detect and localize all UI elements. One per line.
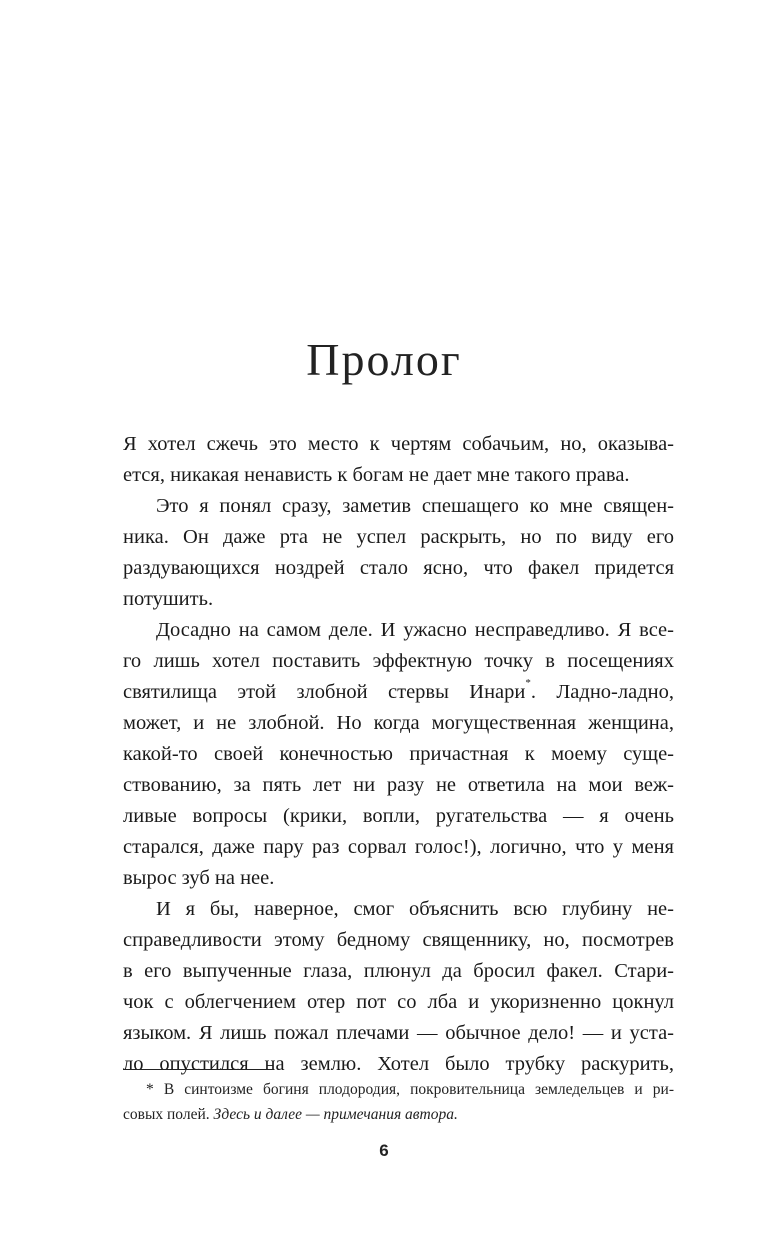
footnote (123, 1077, 674, 1127)
text-line: И я бы, наверное, смог объяснить всю глубину не- (156, 898, 674, 920)
footnote-marker[interactable]: * (525, 677, 531, 689)
text-line: ло опустился на землю. Хотел было трубку раскурить, (123, 1053, 674, 1075)
text-line: раздувающихся ноздрей стало ясно, что факел придется (123, 557, 674, 579)
page-number: 6 (379, 1141, 389, 1160)
text-line: ется, никакая ненависть к богам не дает мне такого права. (123, 464, 630, 486)
text-line: потушить. (123, 588, 214, 610)
footnote-text: совых полей. (123, 1106, 214, 1123)
text-line: языком. Я лишь пожал плечами — обычное дело! — и уста- (123, 1022, 674, 1044)
chapter-title: Пролог (306, 334, 462, 385)
text-line-with-footnote (123, 677, 674, 708)
text-line: какой-то своей конечностью причастная к моему суще- (123, 743, 674, 765)
text-line: вырос зуб на нее. (123, 867, 275, 889)
footnote-author-note: Здесь и далее — примечания автора. (213, 1106, 458, 1123)
text-fragment: святилища этой злобной стервы Инари (123, 681, 526, 703)
text-line: ника. Он даже рта не успел раскрыть, но по виду его (123, 526, 674, 548)
text-fragment: . Ладно-ладно, (530, 681, 674, 703)
footnote-line: * В синтоизме богиня плодородия, покровительница земледельцев и ри- (146, 1081, 674, 1098)
text-line: старался, даже пару раз сорвал голос!), логично, что у меня (123, 836, 674, 858)
footnote-line (123, 1102, 674, 1127)
text-line: Я хотел сжечь это место к чертям собачьим, но, оказыва- (123, 433, 674, 455)
text-line: Это я понял сразу, заметив спешащего ко мне священ- (156, 495, 674, 517)
footnote-divider (123, 1069, 274, 1070)
text-line: го лишь хотел поставить эффектную точку в посещениях (123, 650, 674, 672)
body-text (123, 429, 674, 1080)
text-line: справедливости этому бедному священнику, но, посмотрев (123, 929, 674, 951)
text-line: ливые вопросы (крики, вопли, ругательства — я очень (123, 805, 674, 827)
text-line: ствованию, за пять лет ни разу не ответила на мои веж- (123, 774, 674, 796)
text-line: Досадно на самом деле. И ужасно несправедливо. Я все- (156, 619, 674, 641)
text-line: в его выпученные глаза, плюнул да бросил факел. Стари- (123, 960, 674, 982)
text-line: чок с облегчением отер пот со лба и укоризненно цокнул (123, 991, 674, 1013)
text-line: может, и не злобной. Но когда могущественная женщина, (123, 712, 674, 734)
